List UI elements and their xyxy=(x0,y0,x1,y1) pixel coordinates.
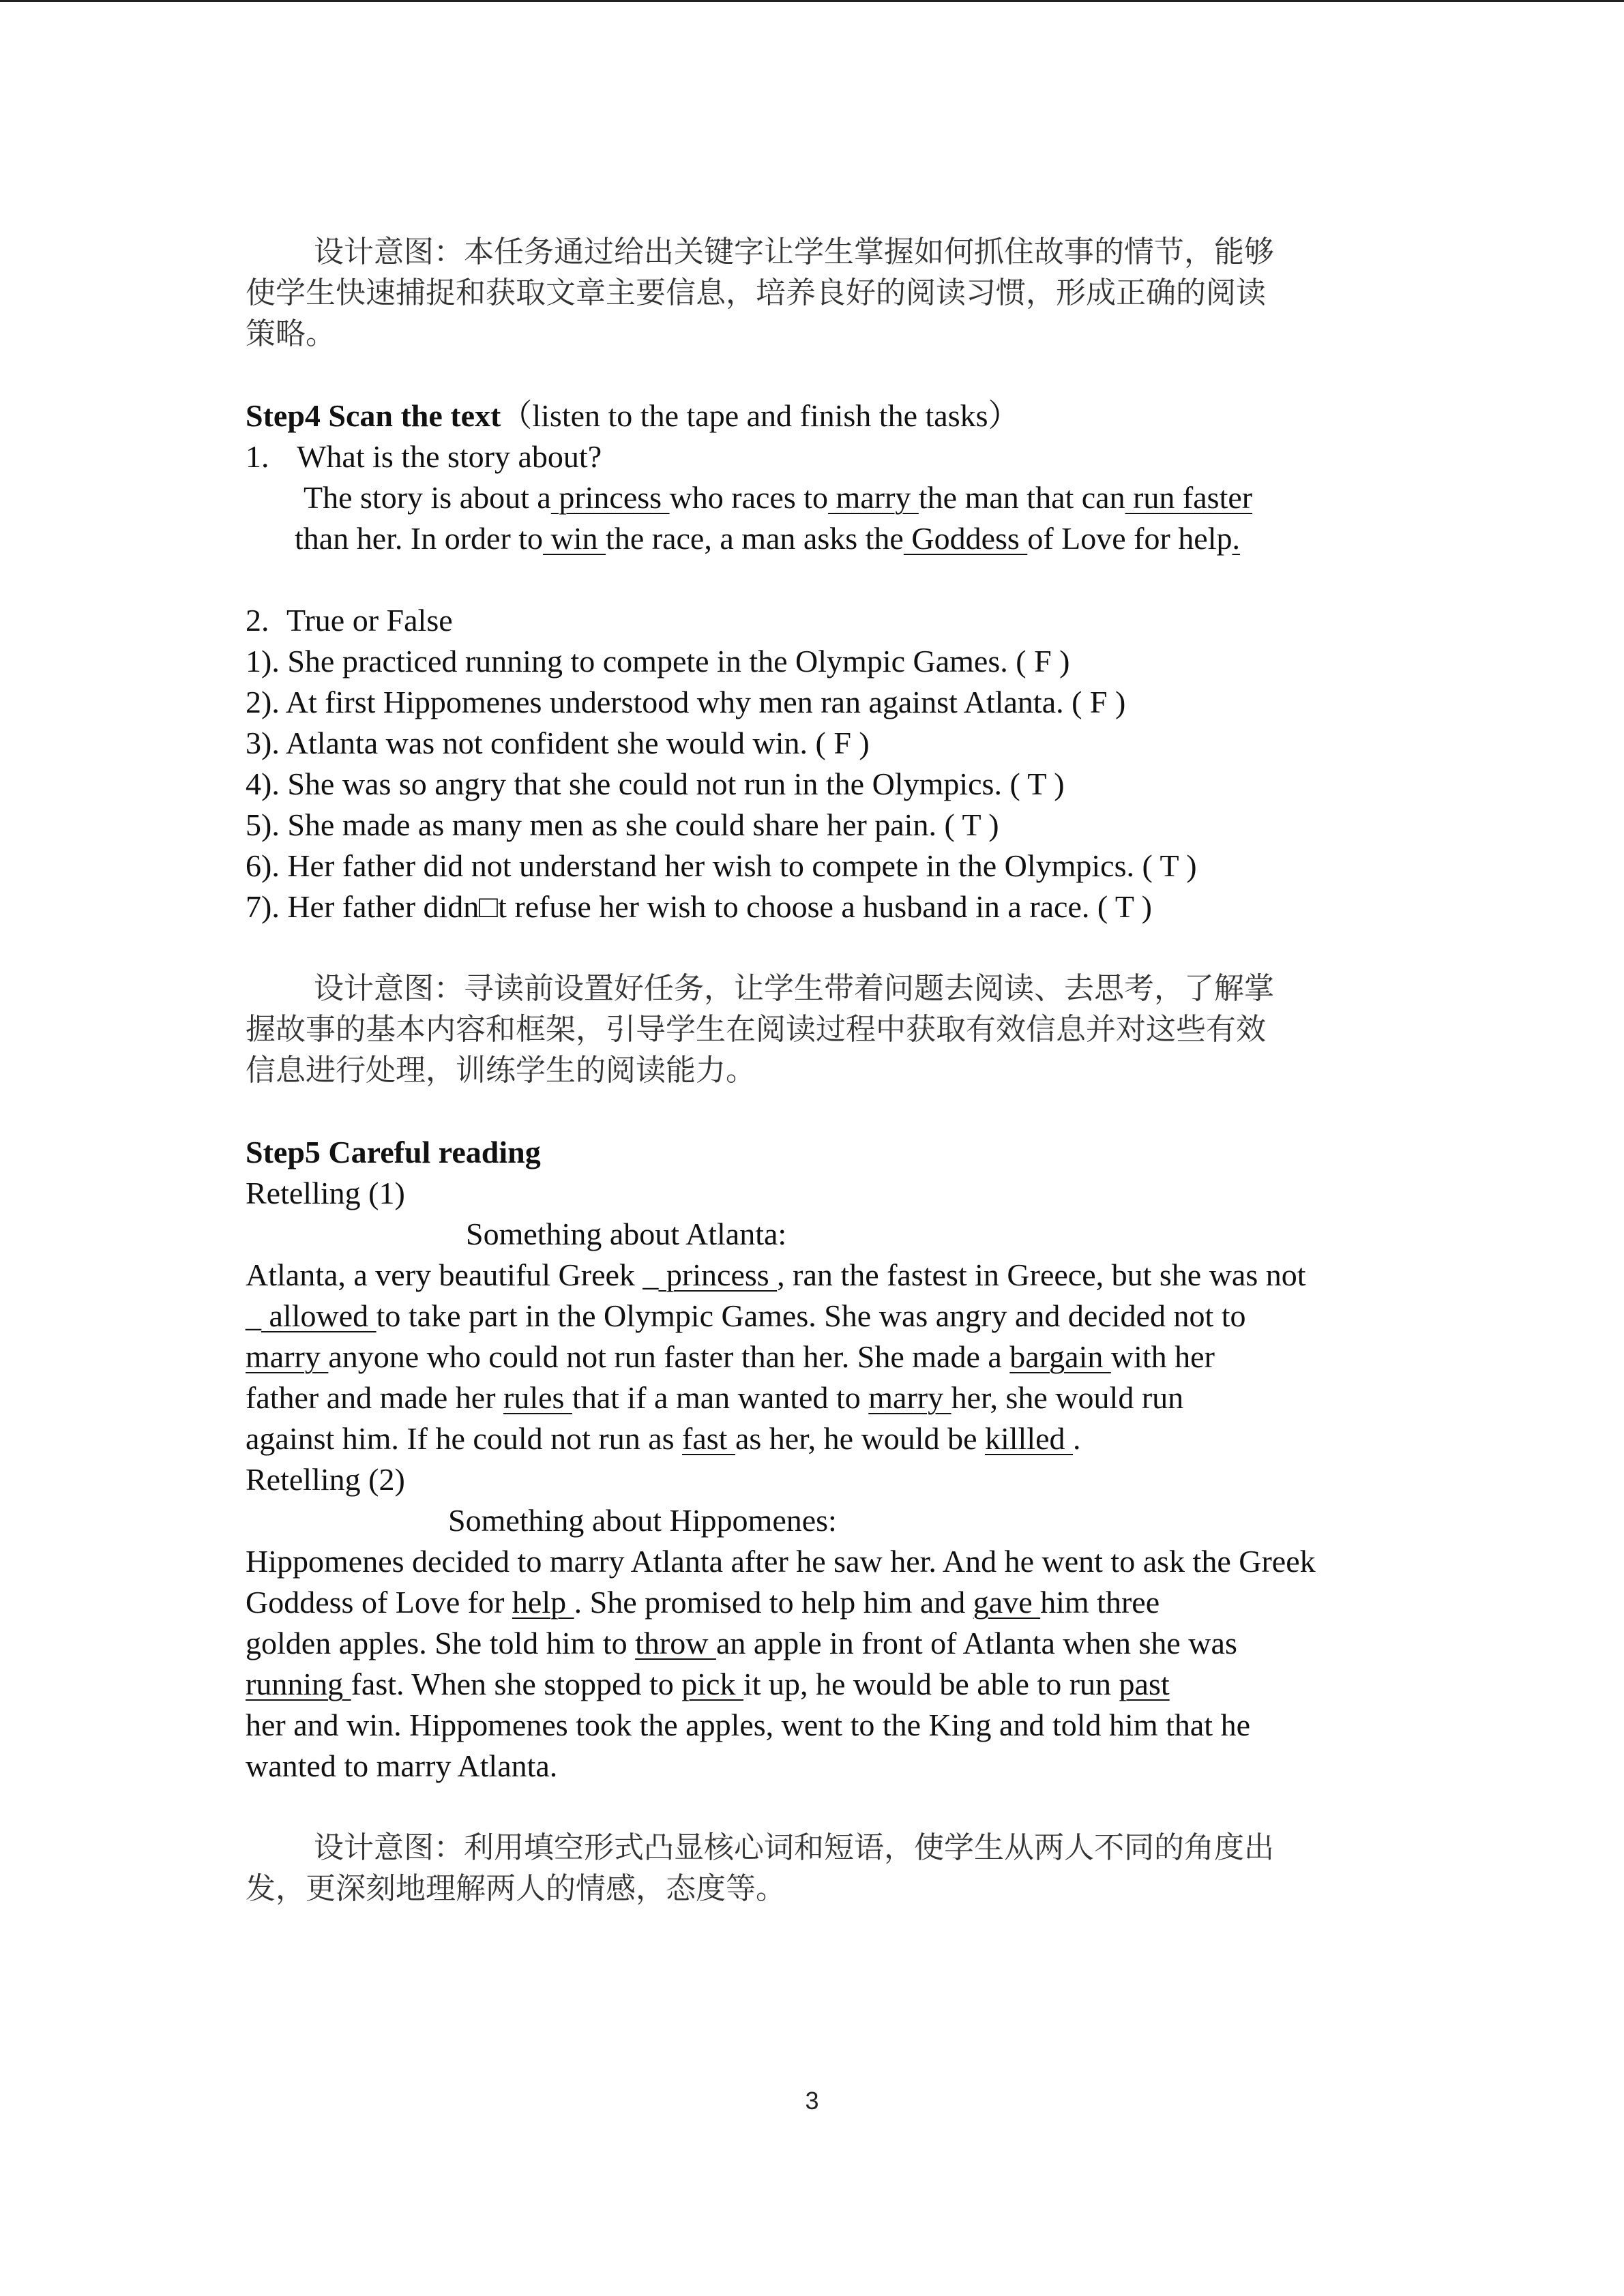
blank-answer: princess xyxy=(658,1257,778,1292)
blank-answer: bargain xyxy=(1009,1339,1111,1374)
blank-answer: marry xyxy=(868,1380,951,1415)
retelling-1-line xyxy=(246,1418,1378,1459)
step4-question-2 xyxy=(246,600,1378,641)
blank-answer: allowed xyxy=(261,1298,377,1333)
summary-text: than her. In order to xyxy=(295,521,544,556)
true-false-item: 2). At first Hippomenes understood why men ran against Atlanta. ( F ) xyxy=(246,685,1126,719)
blank-answer: gave xyxy=(973,1585,1041,1620)
design-intent-1-line2: 使学生快速捕捉和获取文章主要信息，培养良好的阅读习惯，形成正确的阅读 xyxy=(246,275,1266,310)
blank-answer: pick xyxy=(681,1667,743,1701)
blank-answer: fast xyxy=(682,1421,735,1456)
blank-answer: past xyxy=(1119,1667,1170,1701)
paragraph-text: an apple in front of Atlanta when she was xyxy=(715,1626,1237,1660)
paragraph-text: father and made her xyxy=(246,1380,504,1415)
design-intent-1-line1: 设计意图：本任务通过给出关键字让学生掌握如何抓住故事的情节，能够 xyxy=(314,235,1274,269)
document-page xyxy=(246,232,1378,1909)
step5-heading: Step5 Careful reading xyxy=(246,1135,541,1169)
blank-answer: rules xyxy=(503,1380,572,1415)
blank-answer: help xyxy=(512,1585,574,1620)
true-false-item: 6). Her father did not understand her wish to compete in the Olympics. ( T ) xyxy=(246,848,1197,883)
paragraph-text: that if a man wanted to xyxy=(572,1380,869,1415)
paragraph-text: him three xyxy=(1040,1585,1160,1620)
summary-text: The story is about a xyxy=(304,480,551,515)
paragraph-text: , ran the fastest in Greece, but she was not xyxy=(777,1257,1306,1292)
blank-answer: princess xyxy=(550,480,670,515)
paragraph-text: golden apples. She told him to xyxy=(246,1626,636,1660)
paragraph-text: . She promised to help him and xyxy=(574,1585,973,1620)
paragraph-text: to take part in the Olympic Games. She was angry and decided not to xyxy=(376,1298,1246,1333)
step4-heading: Step4 Scan the text xyxy=(246,398,501,433)
design-intent-2 xyxy=(246,968,1378,1091)
step4-heading-note: （listen to the tape and finish the tasks） xyxy=(501,398,1020,433)
retelling-2-line xyxy=(246,1582,1378,1623)
retelling-2-line: wanted to marry Atlanta. xyxy=(246,1748,558,1783)
paragraph-text: . xyxy=(1073,1421,1081,1456)
retelling-2-line: her and win. Hippomenes took the apples, went to the King and told him that he xyxy=(246,1708,1250,1742)
paragraph-text: anyone who could not run faster than her. She made a xyxy=(328,1339,1010,1374)
spacer xyxy=(246,1091,1378,1132)
question-number: 2. xyxy=(246,603,269,638)
blank-answer: . xyxy=(1232,521,1240,556)
step4-heading-line xyxy=(246,396,1378,436)
page-number: 3 xyxy=(805,2087,819,2115)
blank-answer: running xyxy=(246,1667,351,1701)
design-intent-2-line3: 信息进行处理，训练学生的阅读能力。 xyxy=(246,1053,756,1088)
design-intent-1 xyxy=(246,232,1378,355)
step5-section xyxy=(246,1132,1378,1787)
summary-line-2 xyxy=(246,518,1378,559)
paragraph-text: as her, he would be xyxy=(735,1421,985,1456)
true-false-list xyxy=(246,641,1378,927)
true-false-item: 7). Her father didn□t refuse her wish to choose a husband in a race. ( T ) xyxy=(246,889,1152,924)
paragraph-text: Atlanta, a very beautiful Greek xyxy=(246,1257,643,1292)
blank-answer: Goddess xyxy=(903,521,1028,556)
retelling-1-label: Retelling (1) xyxy=(246,1176,405,1210)
true-false-item: 3). Atlanta was not confident she would win. ( F ) xyxy=(246,726,870,760)
step4-question-1 xyxy=(246,436,1378,477)
retelling-1-line xyxy=(246,1377,1378,1418)
retelling-2-label: Retelling (2) xyxy=(246,1462,405,1497)
question-text: What is the story about? xyxy=(297,439,602,474)
blank-answer: run faster xyxy=(1125,480,1253,515)
retelling-2-line xyxy=(246,1623,1378,1664)
summary-text: of Love for help xyxy=(1027,521,1232,556)
paragraph-text: Goddess of Love for xyxy=(246,1585,512,1620)
retelling-1-title: Something about Atlanta: xyxy=(466,1217,787,1251)
summary-text: who races to xyxy=(669,480,829,515)
spacer xyxy=(246,927,1378,968)
spacer xyxy=(246,1787,1378,1828)
blank-answer: marry xyxy=(828,480,919,515)
blank-answer: win xyxy=(543,521,606,556)
question-number: 1. xyxy=(246,439,269,474)
retelling-1-line: Atlanta, a very beautiful Greek _ princess , ran the fastest in Greece, but she was not xyxy=(246,1257,1306,1292)
design-intent-3-line1: 设计意图：利用填空形式凸显核心词和短语，使学生从两人不同的角度出 xyxy=(314,1830,1274,1865)
design-intent-3-line2: 发，更深刻地理解两人的情感，态度等。 xyxy=(246,1871,786,1906)
retelling-2-line: Hippomenes decided to marry Atlanta after he saw her. And he went to ask the Greek xyxy=(246,1544,1316,1579)
retelling-2-line xyxy=(246,1664,1378,1705)
paragraph-text: against him. If he could not run as xyxy=(246,1421,683,1456)
blank-answer: marry xyxy=(246,1339,329,1374)
blank-answer: throw xyxy=(635,1626,716,1660)
step4-section xyxy=(246,396,1378,927)
retelling-2-title: Something about Hippomenes: xyxy=(448,1503,837,1538)
page-top-border xyxy=(0,0,1624,2)
design-intent-2-line1: 设计意图：寻读前设置好任务，让学生带着问题去阅读、去思考，了解掌 xyxy=(314,971,1274,1006)
design-intent-2-line2: 握故事的基本内容和框架，引导学生在阅读过程中获取有效信息并对这些有效 xyxy=(246,1012,1266,1047)
summary-text: the race, a man asks the xyxy=(606,521,904,556)
retelling-1-line xyxy=(246,1337,1378,1377)
spacer xyxy=(246,559,1378,600)
paragraph-text: it up, he would be able to run xyxy=(743,1667,1119,1701)
true-false-item: 4). She was so angry that she could not run in the Olympics. ( T ) xyxy=(246,766,1065,801)
retelling-1-line: _ allowed to take part in the Olympic Games. She was angry and decided not to xyxy=(246,1298,1246,1333)
design-intent-1-line3: 策略。 xyxy=(246,316,336,351)
paragraph-text: with her xyxy=(1110,1339,1215,1374)
blank-answer: killled xyxy=(985,1421,1074,1456)
true-false-item: 5). She made as many men as she could share her pain. ( T ) xyxy=(246,807,999,842)
summary-line-1 xyxy=(246,477,1378,518)
paragraph-text: her, she would run xyxy=(951,1380,1184,1415)
paragraph-text: fast. When she stopped to xyxy=(351,1667,682,1701)
true-false-item: 1). She practiced running to compete in the Olympic Games. ( F ) xyxy=(246,644,1070,679)
summary-text: the man that can xyxy=(918,480,1125,515)
spacer xyxy=(246,355,1378,396)
question-text: True or False xyxy=(286,603,453,638)
design-intent-3 xyxy=(246,1828,1378,1909)
